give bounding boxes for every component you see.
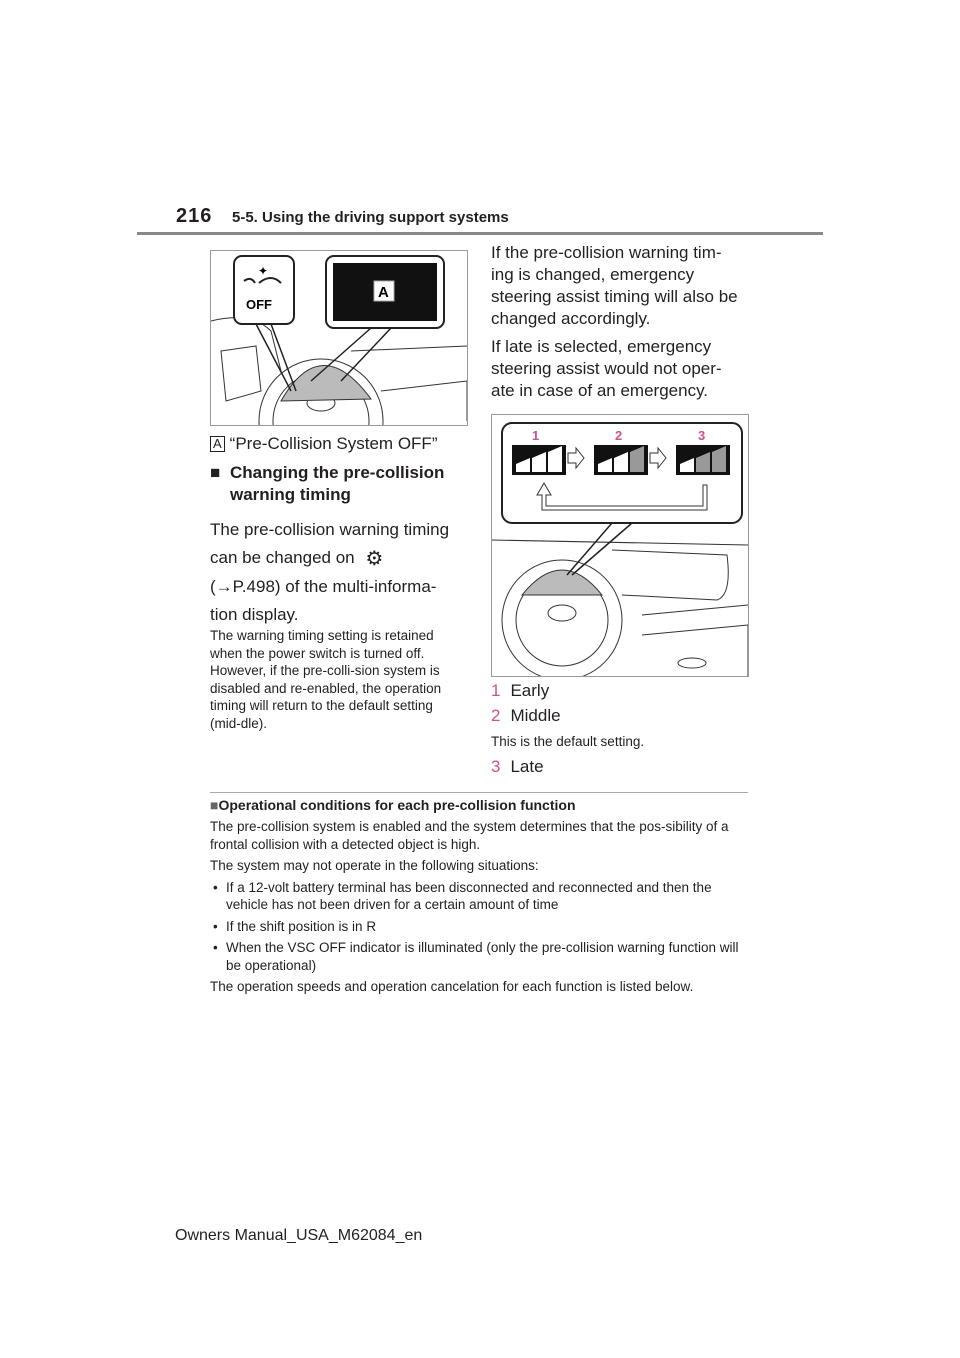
caption-text: “Pre-Collision System OFF” bbox=[229, 434, 438, 453]
settings-gear-icon: ⚙ bbox=[365, 548, 384, 570]
default-note: This is the default setting. bbox=[491, 734, 645, 749]
list-item: • If a 12-volt battery terminal has been disconnected and reconnected and then the vehicle has not been driven for a certain amount of time bbox=[210, 879, 750, 914]
timing-change-paragraph: If the pre-collision warning tim-ing is changed, emergency steering assist timing will also be changed accordingly. bbox=[491, 243, 738, 328]
late-paragraph: If late is selected, emergency steering assist would not oper-ate in case of an emergency. bbox=[491, 337, 722, 400]
svg-text:✦: ✦ bbox=[258, 264, 269, 278]
figure-caption bbox=[210, 433, 437, 455]
option-late: Late bbox=[510, 756, 544, 776]
divider bbox=[210, 792, 748, 793]
retention-note: The warning timing setting is retained when the power switch is turned off. However, if the pre-colli-sion system is disabled and re-enabled, the operation timing will return to the default setting (mid-dle). bbox=[210, 628, 442, 731]
option-early: Early bbox=[510, 681, 550, 700]
timing-paragraph: The pre-collision warning timing can be changed on ⚙ (→P.498) of the multi-informa- tion display. bbox=[210, 520, 450, 624]
warning-timing-illustration bbox=[491, 414, 749, 677]
list-item: • If the shift position is in R bbox=[210, 918, 750, 936]
header-rule bbox=[137, 232, 823, 235]
step-label-2: 2 bbox=[615, 428, 623, 443]
list-item: • When the VSC OFF indicator is illuminated (only the pre-collision warning function will be operational) bbox=[210, 939, 750, 974]
label-a-icon: A bbox=[210, 436, 225, 452]
pcs-off-illustration bbox=[210, 250, 468, 426]
step-label-3: 3 bbox=[698, 428, 706, 443]
svg-text:A: A bbox=[378, 284, 389, 301]
subheading: ■ Changing the pre-collision warning timing bbox=[210, 463, 445, 504]
option-middle: Middle bbox=[510, 706, 561, 725]
svg-text:OFF: OFF bbox=[246, 297, 272, 312]
operational-conditions: ■Operational conditions for each pre-collision function The pre-collision system is enabled and the system determines that the pos-sibility of a frontal collision with a detected object is high. The system may not operate in the following situations: • If a 12-volt battery terminal has been disconnected and reconnected and then the vehicle has not been driven for a certain amount of time • If the shift position is in R • When the VSC OFF indicator is illuminated (only the pre-collision warning function will be operational) The operation speeds and operation cancelation for each function is listed below. bbox=[210, 797, 750, 996]
timing-options-list: 1 Early 2 Middle This is the default setting. 3 Late bbox=[491, 680, 741, 778]
page-number: 216 bbox=[176, 205, 213, 227]
step-label-1: 1 bbox=[532, 428, 540, 443]
footer: Owners Manual_USA_M62084_en bbox=[175, 1227, 423, 1244]
section-title: 5-5. Using the driving support systems bbox=[232, 209, 509, 226]
